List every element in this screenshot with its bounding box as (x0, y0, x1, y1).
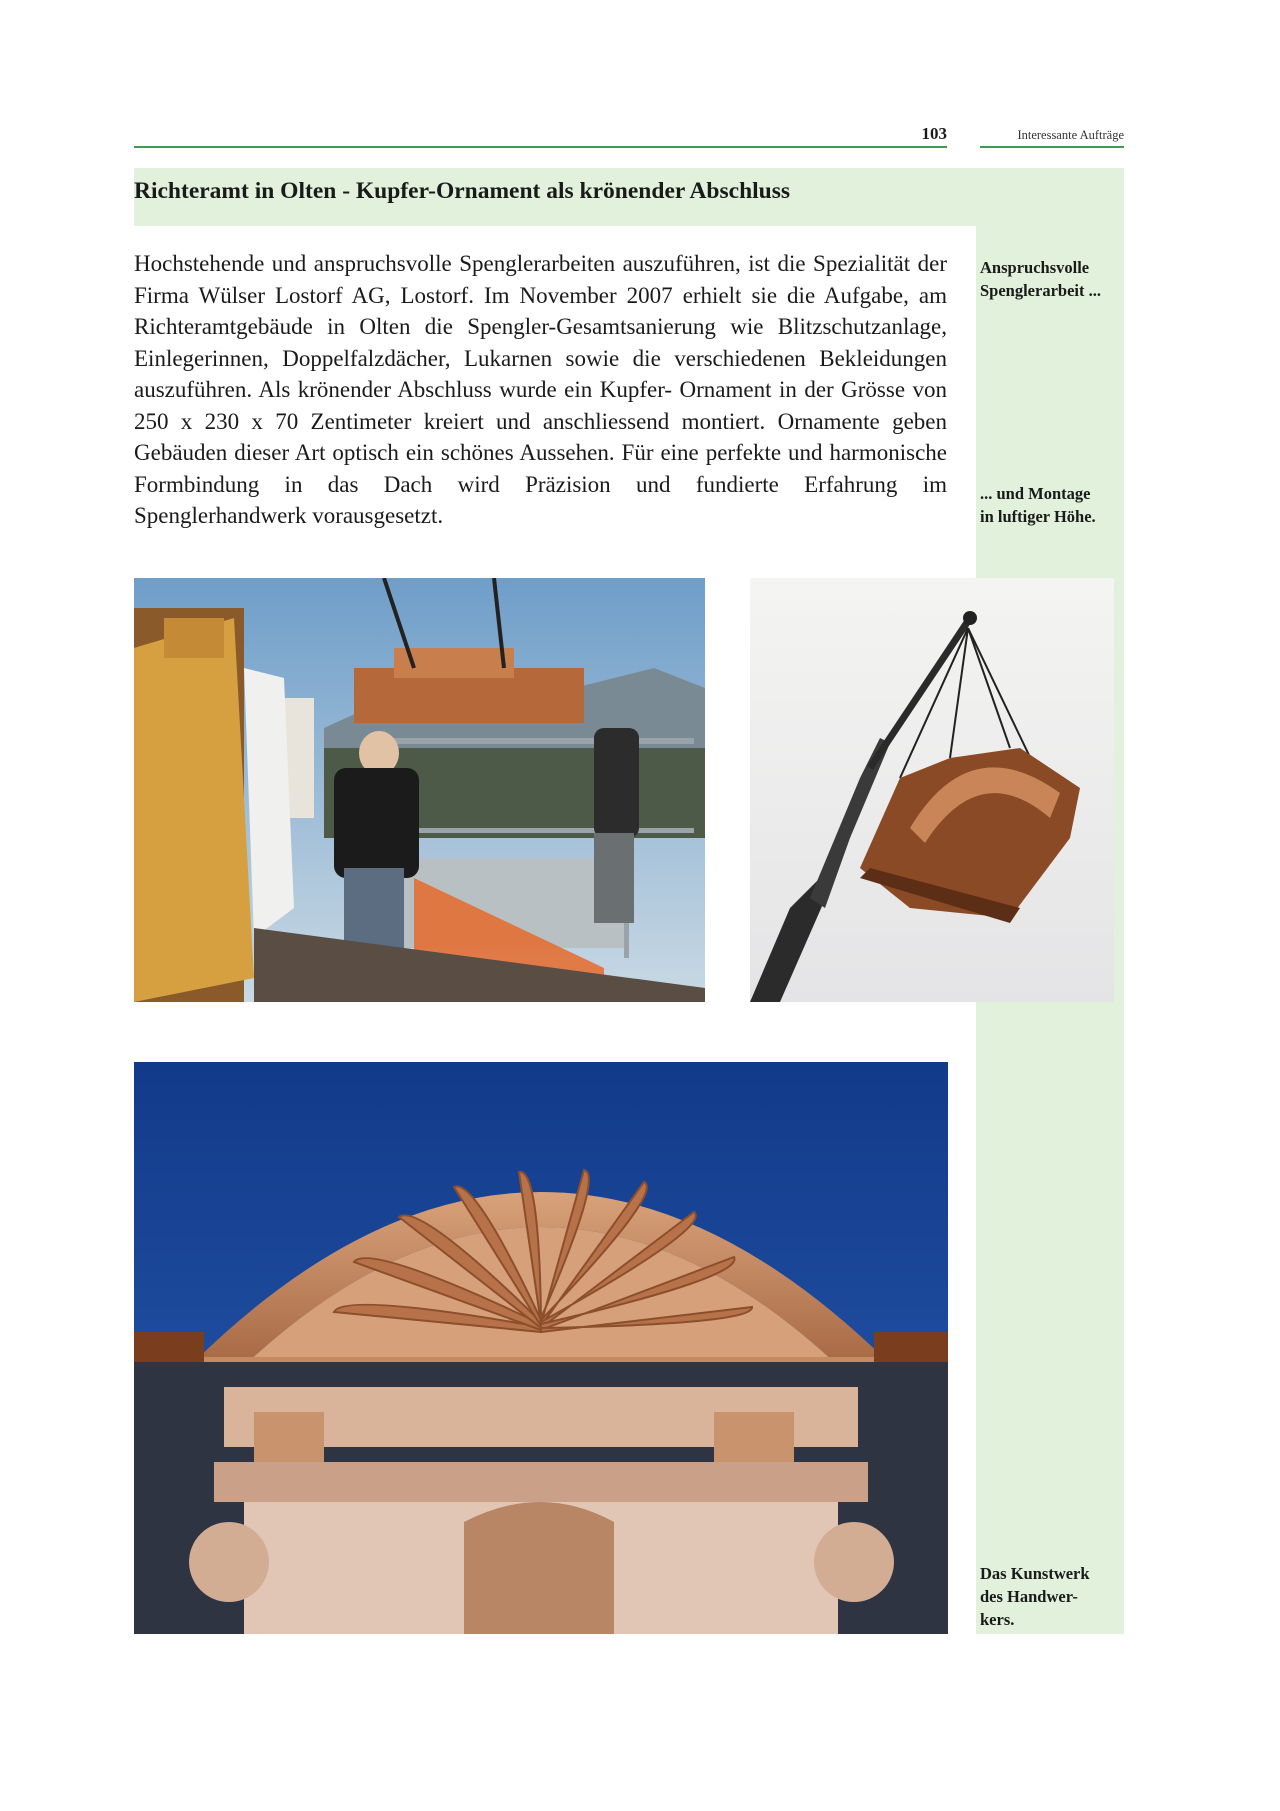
side-note-1-line-2: Spenglerarbeit ... (980, 281, 1101, 300)
side-note-3 (980, 1562, 1124, 1631)
side-note-3-line-2: des Handwer- (980, 1587, 1078, 1606)
page-number: 103 (921, 124, 947, 143)
side-note-1-line-1: Anspruchsvolle (980, 258, 1090, 277)
side-note-3-line-1: Das Kunstwerk (980, 1564, 1090, 1583)
side-note-3-line-3: kers. (980, 1610, 1015, 1629)
photo-finished-ornament (134, 1062, 948, 1634)
side-note-2-line-1: ... und Montage (980, 484, 1091, 503)
article-title: Richteramt in Olten - Kupfer-Ornament als krönender Abschluss (134, 178, 791, 204)
photo-crane-lift (750, 578, 1114, 1002)
header-rule-side (980, 146, 1124, 148)
side-note-2-line-2: in luftiger Höhe. (980, 507, 1096, 526)
photo-roof-installation (134, 578, 705, 1002)
article-body: Hochstehende und anspruchsvolle Spenglerarbeiten auszuführen, ist die Spezialität der Firma Wülser Lostorf AG, Lostorf. Im November 2007 erhielt sie die Aufgabe, am Richteramtgebäude in Olten die Spengler-Gesamtsanierung wie Blitzschutzanlage, Einlegerinnen, Doppelfalzdächer, Lukarnen sowie die verschiedenen Bekleidungen auszuführen. Als krönender Abschluss wurde ein Kupfer- Ornament in der Grösse von 250 x 230 x 70 Zentimeter kreiert und anschliessend montiert. Ornamente geben Gebäuden dieser Art optisch ein schönes Aussehen. Für eine perfekte und harmonische Formbindung in das Dach wird Präzision und fundierte Erfahrung im Spenglerhandwerk vorausgesetzt. (134, 251, 947, 528)
side-note-1 (980, 256, 1124, 302)
side-note-2 (980, 482, 1124, 528)
running-head: Interessante Aufträge (1017, 128, 1124, 142)
header-rule (134, 146, 947, 148)
